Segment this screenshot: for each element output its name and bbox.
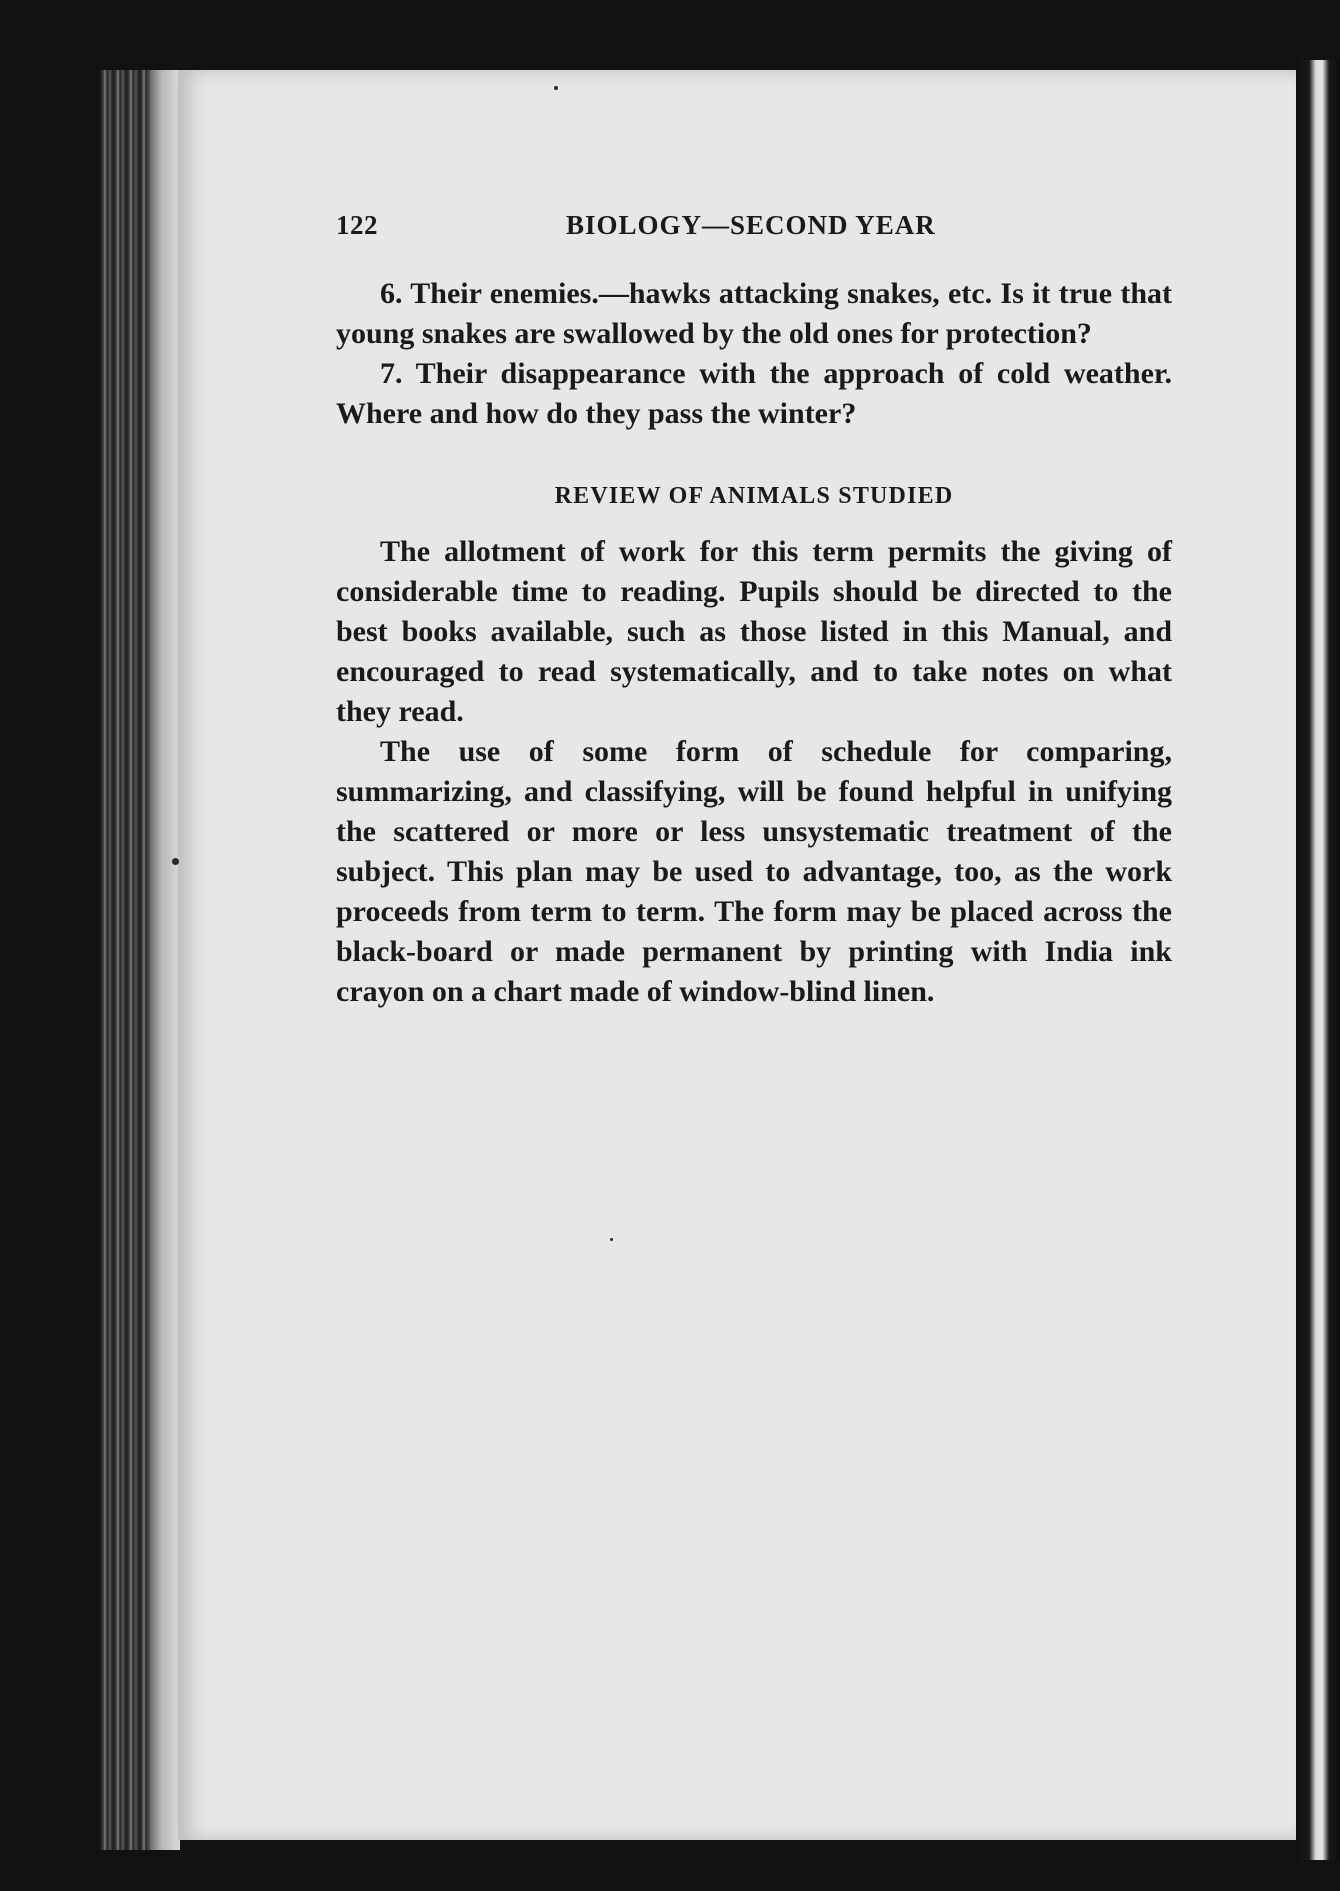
running-title: BIOLOGY—SECOND YEAR [566, 210, 936, 240]
list-item-7: 7. Their disappearance with the approach of cold weather. Where and how do they pass the winter? [336, 357, 1172, 430]
book-page [178, 70, 1296, 1840]
body-paragraph: The use of some form of schedule for comparing, summarizing, and classifying, will be found helpful in unifying the scattered or more or less unsystematic treatment of the subject. This plan may be used to advantage, too, as the work proceeds from term to term. The form may be placed across the black-board or made permanent by printing with India ink crayon on a chart made of window-blind linen. [336, 735, 1172, 1008]
page-number: 122 [336, 210, 378, 240]
section-heading: REVIEW OF ANIMALS STUDIED [554, 483, 954, 509]
page-content [336, 210, 1172, 1012]
body-paragraph: The allotment of work for this term permits the giving of considerable time to reading. Pupils should be directed to the best books available, such as those listed in this Manual, and encouraged to read systematically, and to take notes on what they read. [336, 535, 1172, 728]
left-page-edge [150, 70, 180, 1850]
scan-speck [610, 1238, 613, 1241]
list-item-6: 6. Their enemies.—hawks attacking snakes, etc. Is it true that young snakes are swallowed by the old ones for protection? [336, 277, 1172, 350]
scan-speck [172, 858, 179, 865]
right-page-edge [1296, 60, 1340, 1860]
running-head [336, 210, 1172, 250]
scan-speck [554, 86, 558, 90]
